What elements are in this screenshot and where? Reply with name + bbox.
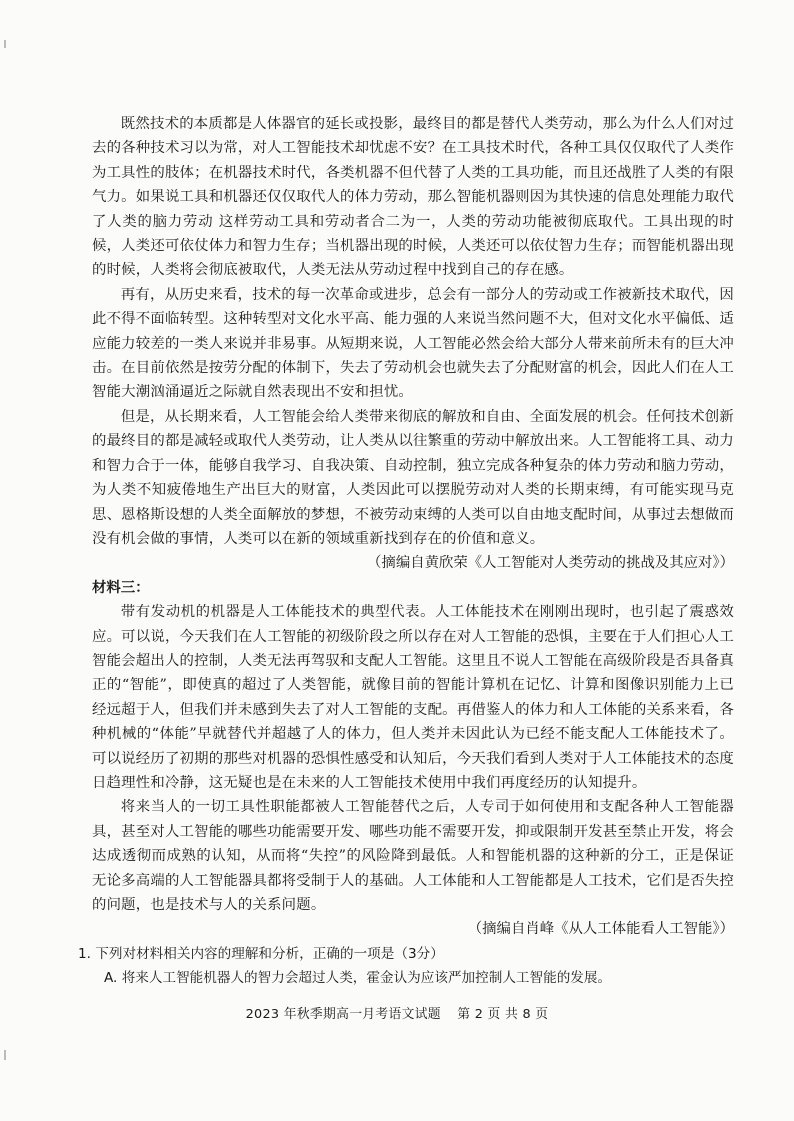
paragraph-engine-machines: 带有发动机的机器是人工体能技术的典型代表。人工体能技术在刚刚出现时，也引起了震惑效应。可以说，今天我们在人工智能的初级阶段之所以存在对人工智能的恐惧，主要在于人们担心人工智能会超出人的控制，人类无法再驾驭和支配人工智能。这里且不说人工智能在高级阶段是否具备真正的“智能”，即使真的超过了人类智能，就像目前的智能计算机在记忆、计算和图像识别能力上已经远超于人，但我们并未感到失去了对人工智能的支配。再借鉴人的体力和人工体能的关系来看，各种机械的“体能”早就替代并超越了人的体力，但人类并未因此认为已经不能支配人工体能技术了。可以说经历了初期的那些对机器的恐惧性感受和认知后，今天我们看到人类对于人工体能技术的态度日趋理性和冷静，这无疑也是在未来的人工智能技术使用中我们再度经历的认知提升。 [92, 604, 734, 791]
question-1: 1. 下列对材料相关内容的理解和分析，正确的一项是（3分） [78, 945, 444, 962]
source-citation-1: （摘编自黄欣荣《人工智能对人类劳动的挑战及其应对》） [367, 555, 734, 572]
scan-edge-mark [4, 40, 6, 48]
paragraph-history: 再有，从历史来看，技术的每一次革命或进步，总会有一部分人的劳动或工作被新技术取代，因此不得不面临转型。这种转型对文化水平高、能力强的人来说当然问题不大，但对文化水平偏低、适应能力较差的一类人来说并非易事。从短期来说，人工智能必然会给大部分人带来前所未有的巨大冲击。在目前依然是按劳分配的体制下，失去了劳动机会也就失去了分配财富的机会，因此人们在人工智能大潮汹涌逼近之际就自然表现出不安和担忧。 [92, 286, 734, 401]
page-number: 第 2 页 共 8 页 [457, 1007, 549, 1022]
reading-material [78, 112, 734, 991]
paragraph-long-term: 但是，从长期来看，人工智能会给人类带来彻底的解放和自由、全面发展的机会。任何技术创新的最终目的都是减轻或取代人类劳动，让人类从以往繁重的劳动中解放出来。人工智能将工具、动力和智力合于一体，能够自我学习、自我决策、自动控制，独立完成各种复杂的体力劳动和脑力劳动，为人类不知疲倦地生产出巨大的财富，人类因此可以摆脱劳动对人类的长期束缚，有可能实现马克思、恩格斯设想的人类全面解放的梦想，不被劳动束缚的人类可以自由地支配时间，从事过去想做而没有机会做的事情，人类可以在新的领域重新找到存在的价值和意义。 [92, 408, 734, 547]
question-1-option-a: A. 将来人工智能机器人的智力会超过人类，霍金认为应该严加控制人工智能的发展。 [104, 970, 612, 987]
exam-title: 2023 年秋季期高一月考语文试题 [245, 1007, 441, 1022]
paragraph-tech-essence: 既然技术的本质都是人体器官的延长或投影，最终目的都是替代人类劳动，那么为什么人们对过去的各种技术习以为常，对人工智能技术却忧虑不安？在工具技术时代，各种工具仅仅取代了人类作为工具性的肢体；在机器技术时代，各类机器不但代替了人类的工具功能，而且还战胜了人类的有限气力。如果说工具和机器还仅仅取代人的体力劳动，那么智能机器则因为其快速的信息处理能力取代了人类的脑力劳动 这样劳动工具和劳动者合二为一，人类的劳动功能被彻底取代。工具出现的时候，人类还可依仗体力和智力生存；当机器出现的时候，人类还可以依仗智力生存；而智能机器出现的时候，人类将会彻底被取代，人类无法从劳动过程中找到自己的存在感。 [92, 116, 734, 279]
scan-edge-mark [4, 1050, 6, 1060]
paragraph-future-division: 将来当人的一切工具性职能都被人工智能替代之后，人专司于如何使用和支配各种人工智能器具，甚至对人工智能的哪些功能需要开发、哪些功能不需要开发，抑或限制开发甚至禁止开发，将会达成透彻而成熟的认知，从而将“失控”的风险降到最低。人和智能机器的这种新的分工，正是保证无论多高端的人工智能器具都将受制于人的基础。人工体能和人工智能都是人工技术，它们是否失控的问题，也是技术与人的关系问题。 [92, 799, 734, 913]
source-citation-2: （摘编自肖峰《从人工体能看人工智能》） [467, 921, 734, 938]
page-footer [0, 1003, 794, 1022]
material-three-label: 材料三： [92, 578, 150, 596]
